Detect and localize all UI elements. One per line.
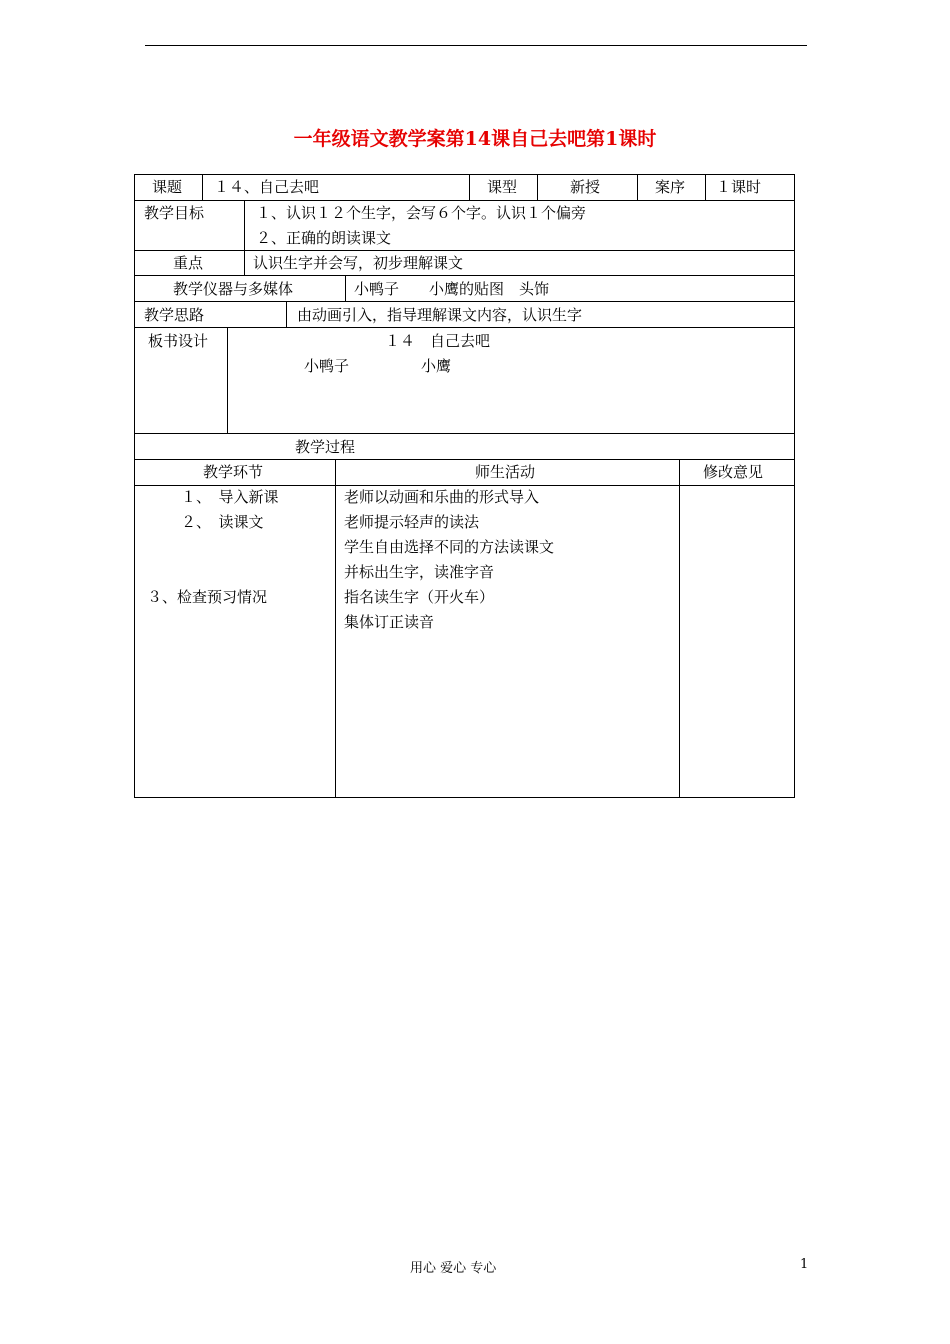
process-step: ３、检查预习情况 [147,588,268,606]
process-col-activities: 师生活动 [475,463,536,481]
board-title: １４ 自己去吧 [385,332,491,350]
order-value: １课时 [716,178,762,196]
row-divider [134,200,795,201]
col-divider [705,174,706,201]
col-divider [335,459,336,798]
col-divider [244,200,245,276]
col-divider [637,174,638,201]
board-left-text: 小鸭子 [304,357,350,375]
header-rule [145,45,807,46]
row-divider [134,327,795,328]
footer-motto: 用心 爱心 专心 [410,1261,497,1276]
type-value: 新授 [570,178,601,196]
col-divider [286,301,287,328]
order-label: 案序 [655,178,686,196]
col-divider [537,174,538,201]
lesson-plan-table [134,174,795,798]
page-number: 1 [800,1257,809,1272]
table-border-bottom [134,797,795,798]
board-right-text: 小鹰 [421,357,452,375]
focus-value: 认识生字并会写，初步理解课文 [253,254,464,272]
focus-label: 重点 [173,254,204,272]
activity-line: 指名读生字（开火车） [344,588,495,606]
col-divider [202,174,203,201]
col-divider [679,459,680,798]
activity-line: 学生自由选择不同的方法读课文 [344,538,555,556]
row-divider [134,485,795,486]
approach-value: 由动画引入，指导理解课文内容，认识生字 [297,306,583,324]
table-border-top [134,174,795,175]
table-border-right [794,174,795,798]
row-divider [134,301,795,302]
activity-line: 老师提示轻声的读法 [344,513,480,531]
goals-label: 教学目标 [144,204,205,222]
row-divider [134,459,795,460]
board-label: 板书设计 [148,332,209,350]
process-step: １、 导入新课 [181,488,279,506]
process-col-revisions: 修改意见 [703,463,764,481]
type-label: 课型 [487,178,518,196]
approach-label: 教学思路 [144,306,205,324]
media-label: 教学仪器与多媒体 [173,280,294,298]
process-step: ２、 读课文 [181,513,264,531]
topic-label: 课题 [152,178,183,196]
row-divider [134,275,795,276]
process-heading: 教学过程 [295,438,356,456]
row-divider [134,433,795,434]
table-border-left [134,174,135,798]
topic-value: １４、自己去吧 [214,178,320,196]
activity-line: 集体订正读音 [344,613,435,631]
goal-item: １、认识１２个生字，会写６个字。认识１个偏旁 [256,204,587,222]
media-value: 小鸭子 小鹰的贴图 头饰 [354,280,550,298]
col-divider [227,327,228,434]
activity-line: 并标出生字，读准字音 [344,563,495,581]
goal-item: ２、正确的朗读课文 [256,229,392,247]
process-col-steps: 教学环节 [203,463,264,481]
document-title: 一年级语文教学案第14课自己去吧第1课时 [293,128,657,150]
activity-line: 老师以动画和乐曲的形式导入 [344,488,540,506]
col-divider [345,275,346,302]
col-divider [469,174,470,201]
row-divider [134,250,795,251]
